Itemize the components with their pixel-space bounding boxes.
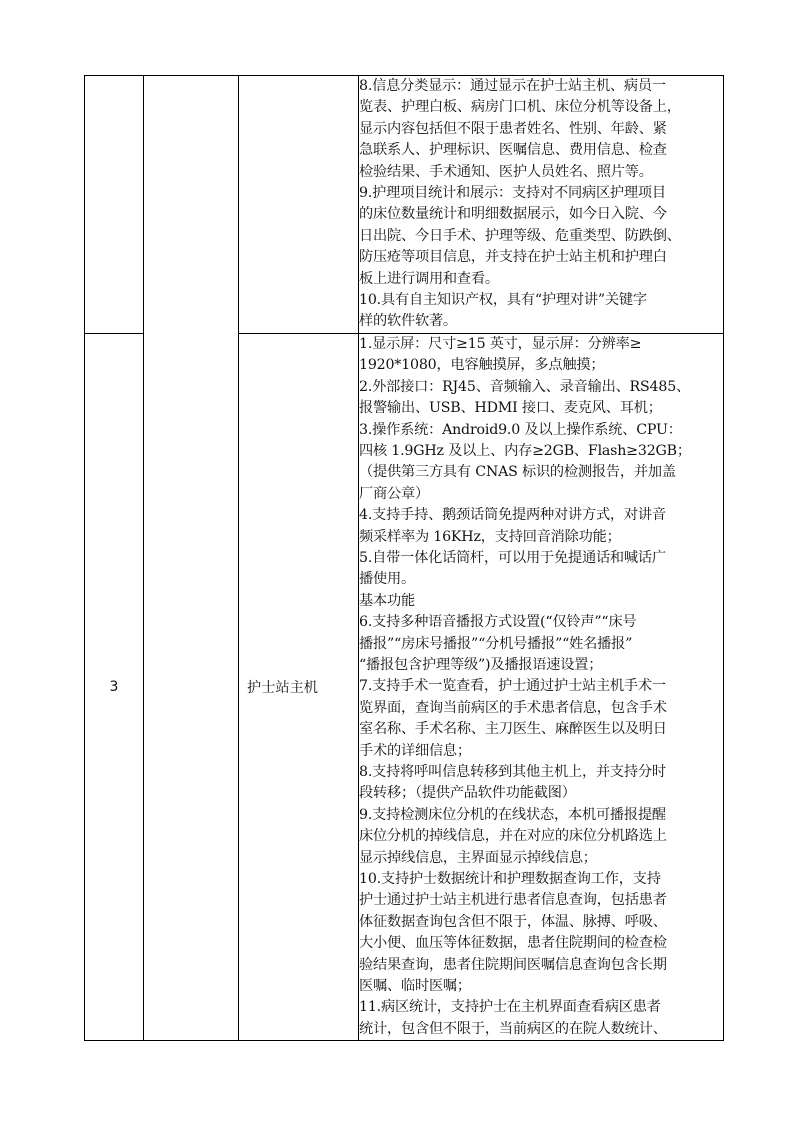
spec-line: 10.支持护士数据统计和护理数据查询工作，支持 护士通过护士站主机进行患者信息查询，包括患者 体征数据查询包含但不限于，体温、脉搏、呼吸、 大小便、血压等体征数据，患者住院期间的检查检 验结果查询，患者住院期间医嘱信息查询包含长期 医嘱、临时医嘱；	[359, 871, 667, 995]
spec-line: 1.显示屏：尺寸≥15 英寸，显示屏：分辨率≥ 1920*1080，电容触摸屏，多点触摸；	[359, 335, 642, 374]
spec-line: 8.信息分类显示：通过显示在护士站主机、病员一 览表、护理白板、病房门口机、床位分机等设备上， 显示内容包括但不限于患者姓名、性别、年龄、紧 急联系人、护理标识、医嘱信息、费用信息、检查 检验结果、手术通知、医护人员姓名、照片等。	[359, 78, 681, 180]
spec-line: 2.外部接口：RJ45、音频输入、录音输出、RS485、 报警输出、USB、HDMI 接口、麦克风、耳机；	[359, 378, 691, 417]
row-number-cell: 3	[85, 333, 144, 1040]
spec-description-cell	[359, 76, 724, 334]
item-name-cell	[239, 76, 359, 334]
spec-line: 9.护理项目统计和展示：支持对不同病区护理项目 的床位数量统计和明细数据展示，如今日入院、今 日出院、今日手术、护理等级、危重类型、防跌倒、 防压疮等项目信息，并支持在护士站主机和护理白 板上进行调用和查看。	[359, 185, 681, 287]
spec-line: 11.病区统计，支持护士在主机界面查看病区患者 统计，包含但不限于，当前病区的在院人数统计、	[359, 999, 667, 1037]
spec-line: 4.支持手持、鹅颈话筒免提两种对讲方式，对讲音 频采样率为 16KHz，支持回音消除功能；	[359, 507, 666, 545]
spec-line: 9.支持检测床位分机的在线状态，本机可播报提醒 床位分机的掉线信息，并在对应的床位分机路选上 显示掉线信息，主界面显示掉线信息；	[359, 806, 667, 866]
spec-line: 8.支持将呼叫信息转移到其他主机上，并支持分时 段转移；（提供产品软件功能截图）	[359, 764, 666, 802]
spec-line: 6.支持多种语音播报方式设置(“仅铃声”“床号 播报”“房床号播报”“分机号播报”“姓名播报” “播报包含护理等级”)及播报语速设置；	[359, 614, 637, 673]
item-name-cell: 护士站主机	[239, 333, 359, 1040]
table-row-continued	[85, 76, 724, 334]
spec-line: 3.操作系统：Android9.0 及以上操作系统、CPU： 四核 1.9GHz 及以上、内存≥2GB、Flash≥32GB； （提供第三方具有 CNAS 标识的检测报告，并加盖 厂商公章）	[359, 421, 691, 502]
row-number-cell	[85, 76, 144, 334]
spec-section-heading: 基本功能	[359, 592, 415, 609]
spec-table	[84, 75, 724, 1041]
spec-description-cell	[359, 333, 724, 1040]
spec-line: 5.自带一体化话筒杆，可以用于免提通话和喊话广 播使用。	[359, 549, 666, 588]
spec-line: 10.具有自主知识产权，具有“护理对讲”关键字 样的软件软著。	[359, 292, 647, 330]
empty-cell	[144, 76, 239, 1041]
spec-line: 7.支持手术一览查看，护士通过护士站主机手术一 览界面，查询当前病区的手术患者信息，包含手术 室名称、手术名称、主刀医生、麻醉医生以及明日 手术的详细信息；	[359, 678, 667, 759]
